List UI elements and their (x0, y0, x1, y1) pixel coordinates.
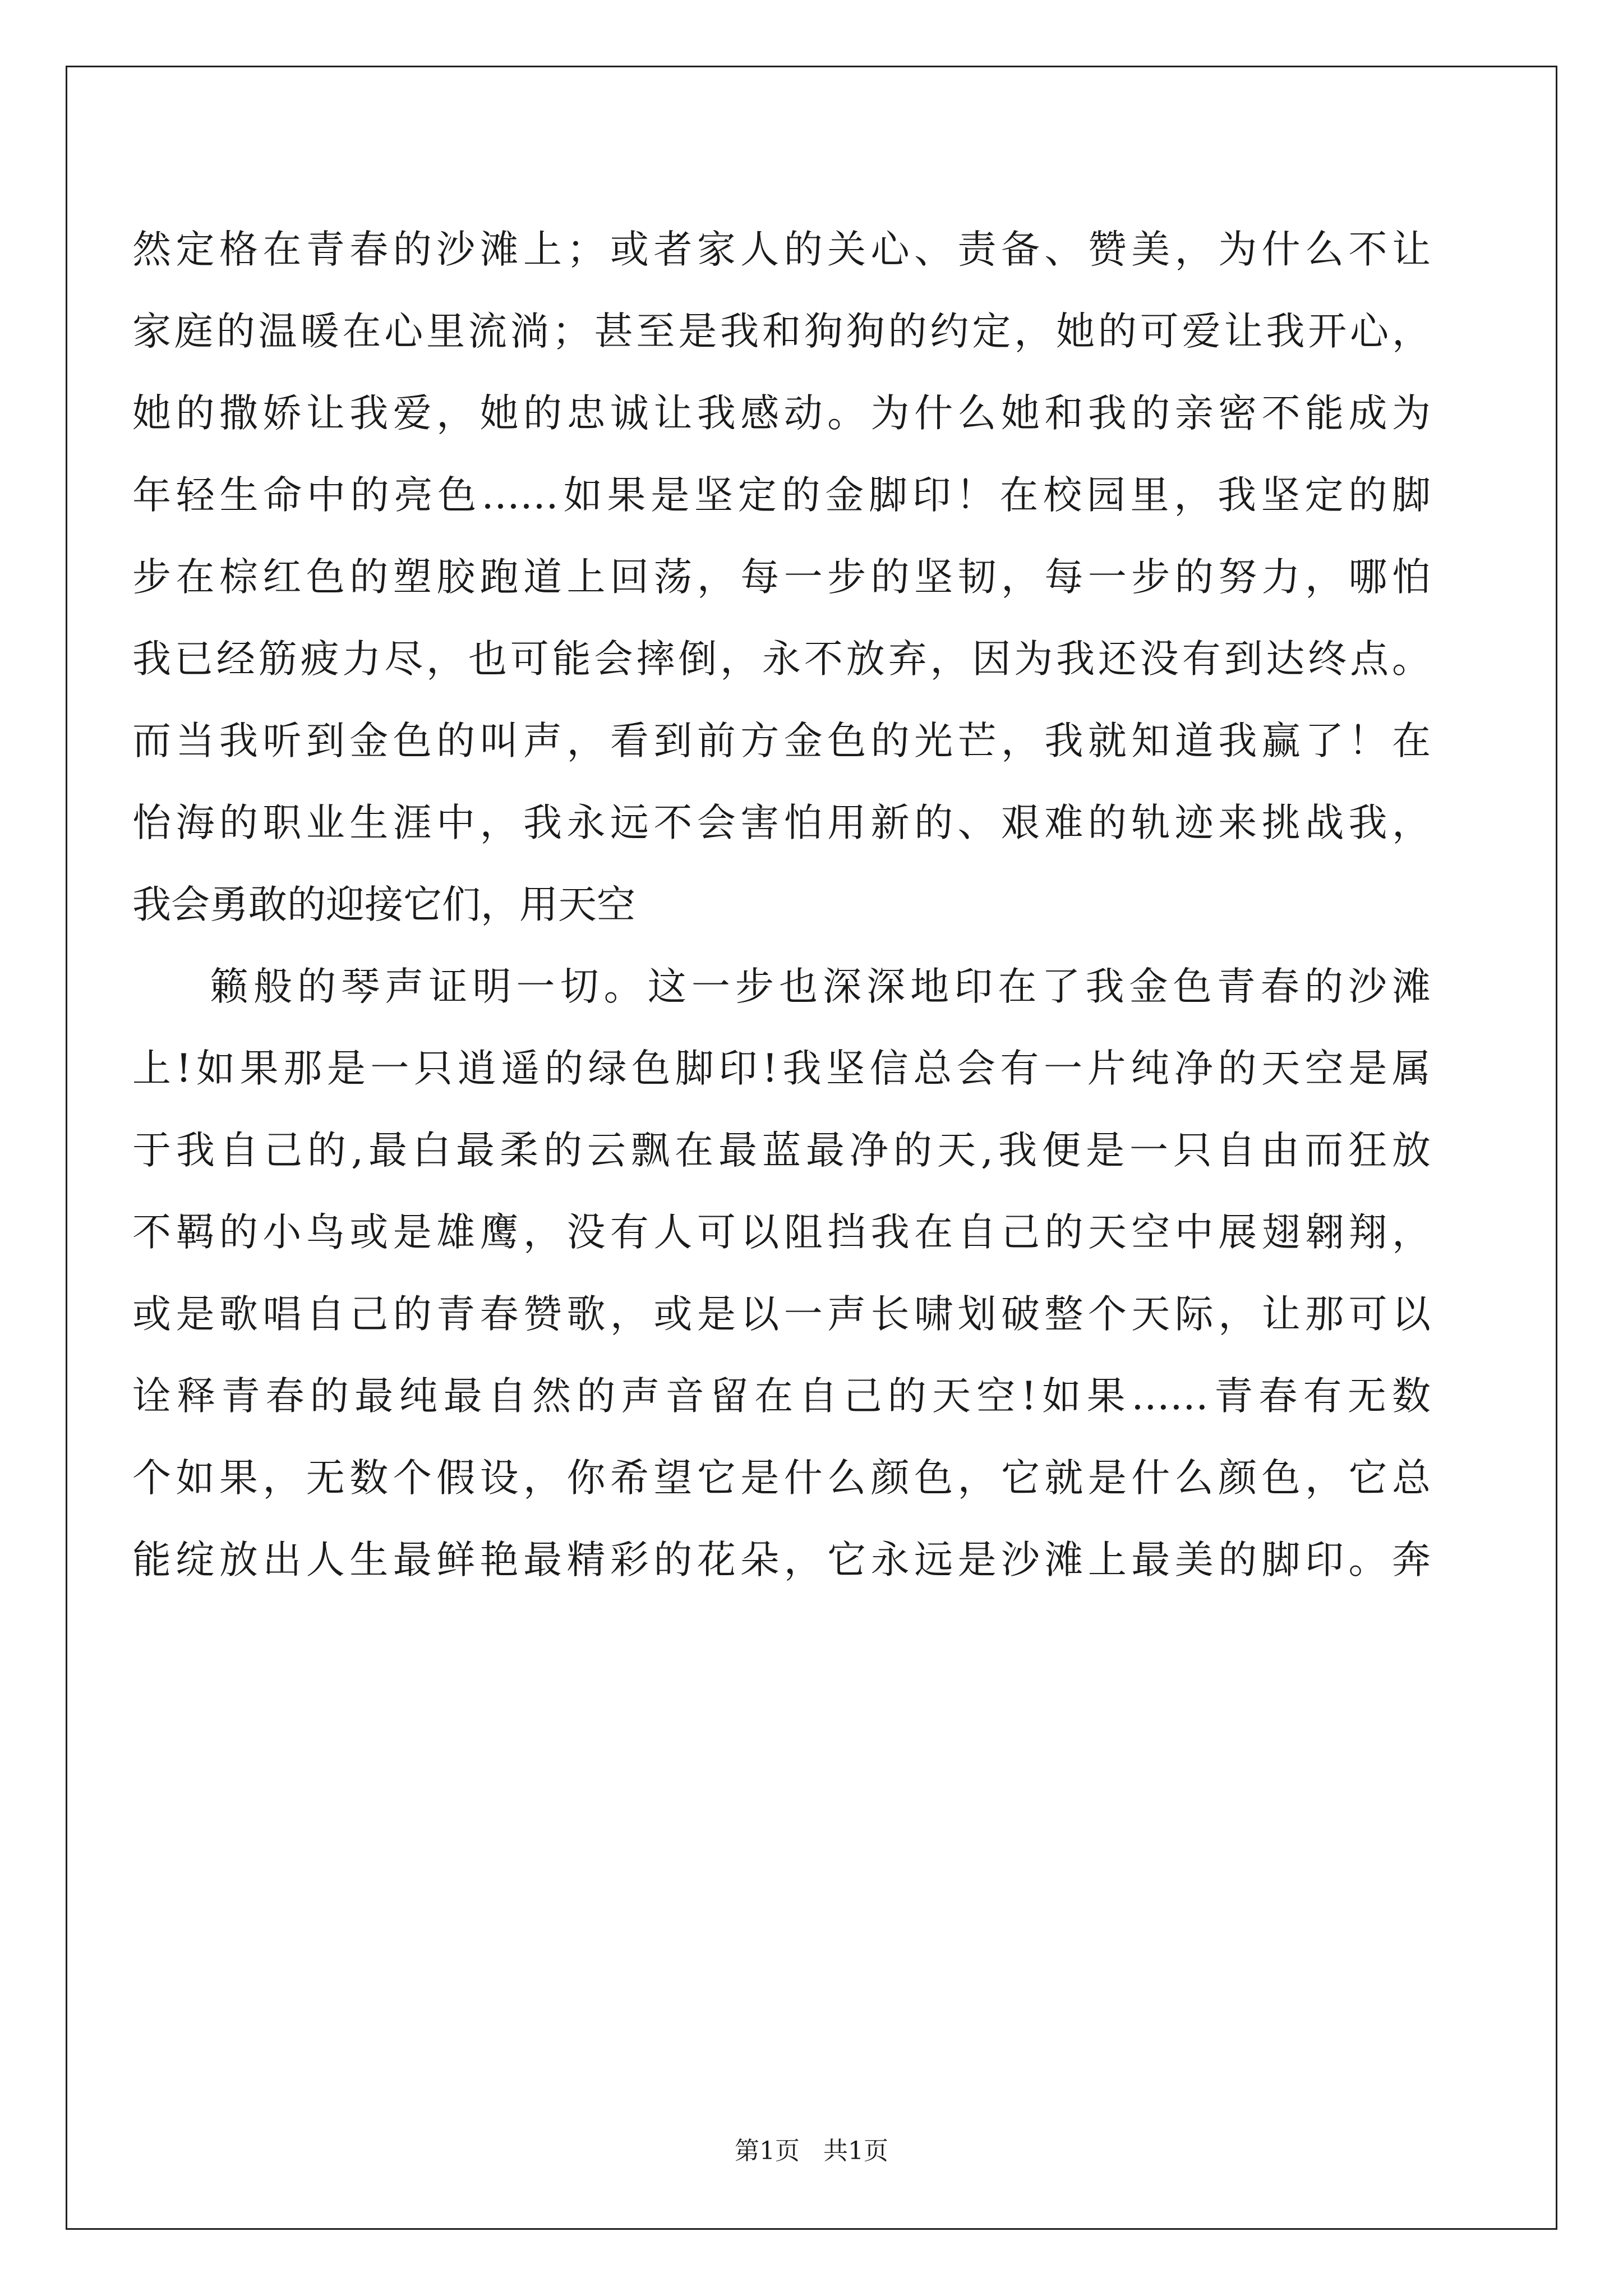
text-line: 我已经筋疲力尽，也可能会摔倒，永不放弃，因为我还没有到达终点。 (132, 637, 1431, 682)
text-line: 于我自己的,最白最柔的云飘在最蓝最净的天,我便是一只自由而狂放 (132, 1128, 1431, 1173)
text-line: 而当我听到金色的叫声，看到前方金色的光芒，我就知道我赢了！在 (132, 719, 1431, 763)
page-footer: 第1页 共1页 (735, 2137, 888, 2165)
text-line: 能绽放出人生最鲜艳最精彩的花朵，它永远是沙滩上最美的脚印。奔 (132, 1538, 1431, 1582)
text-line: 籁般的琴声证明一切。这一步也深深地印在了我金色青春的沙滩 (210, 964, 1431, 1009)
text-line: 步在棕红色的塑胶跑道上回荡，每一步的坚韧，每一步的努力，哪怕 (132, 555, 1431, 600)
text-line: 年轻生命中的亮色……如果是坚定的金脚印！在校园里，我坚定的脚 (132, 473, 1431, 518)
text-line: 怡海的职业生涯中，我永远不会害怕用新的、艰难的轨迹来挑战我， (132, 800, 1431, 845)
paragraph-2 (132, 946, 1431, 1601)
text-line: 家庭的温暖在心里流淌；甚至是我和狗狗的约定，她的可爱让我开心， (132, 309, 1431, 354)
text-line: 然定格在青春的沙滩上；或者家人的关心、责备、赞美，为什么不让 (132, 227, 1431, 272)
text-line: 上!如果那是一只逍遥的绿色脚印!我坚信总会有一片纯净的天空是属 (132, 1046, 1431, 1091)
text-line: 或是歌唱自己的青春赞歌，或是以一声长啸划破整个天际，让那可以 (132, 1292, 1431, 1337)
text-line: 不羁的小鸟或是雄鹰，没有人可以阻挡我在自己的天空中展翅翱翔， (132, 1210, 1431, 1255)
text-line: 她的撒娇让我爱，她的忠诚让我感动。为什么她和我的亲密不能成为 (132, 391, 1431, 436)
text-line: 我会勇敢的迎接它们，用天空 (132, 882, 635, 927)
text-line: 个如果，无数个假设，你希望它是什么颜色，它就是什么颜色，它总 (132, 1456, 1431, 1501)
document-body (132, 209, 1431, 1601)
text-line: 诠释青春的最纯最自然的声音留在自己的天空!如果……青春有无数 (132, 1374, 1431, 1419)
paragraph-1 (132, 209, 1431, 946)
